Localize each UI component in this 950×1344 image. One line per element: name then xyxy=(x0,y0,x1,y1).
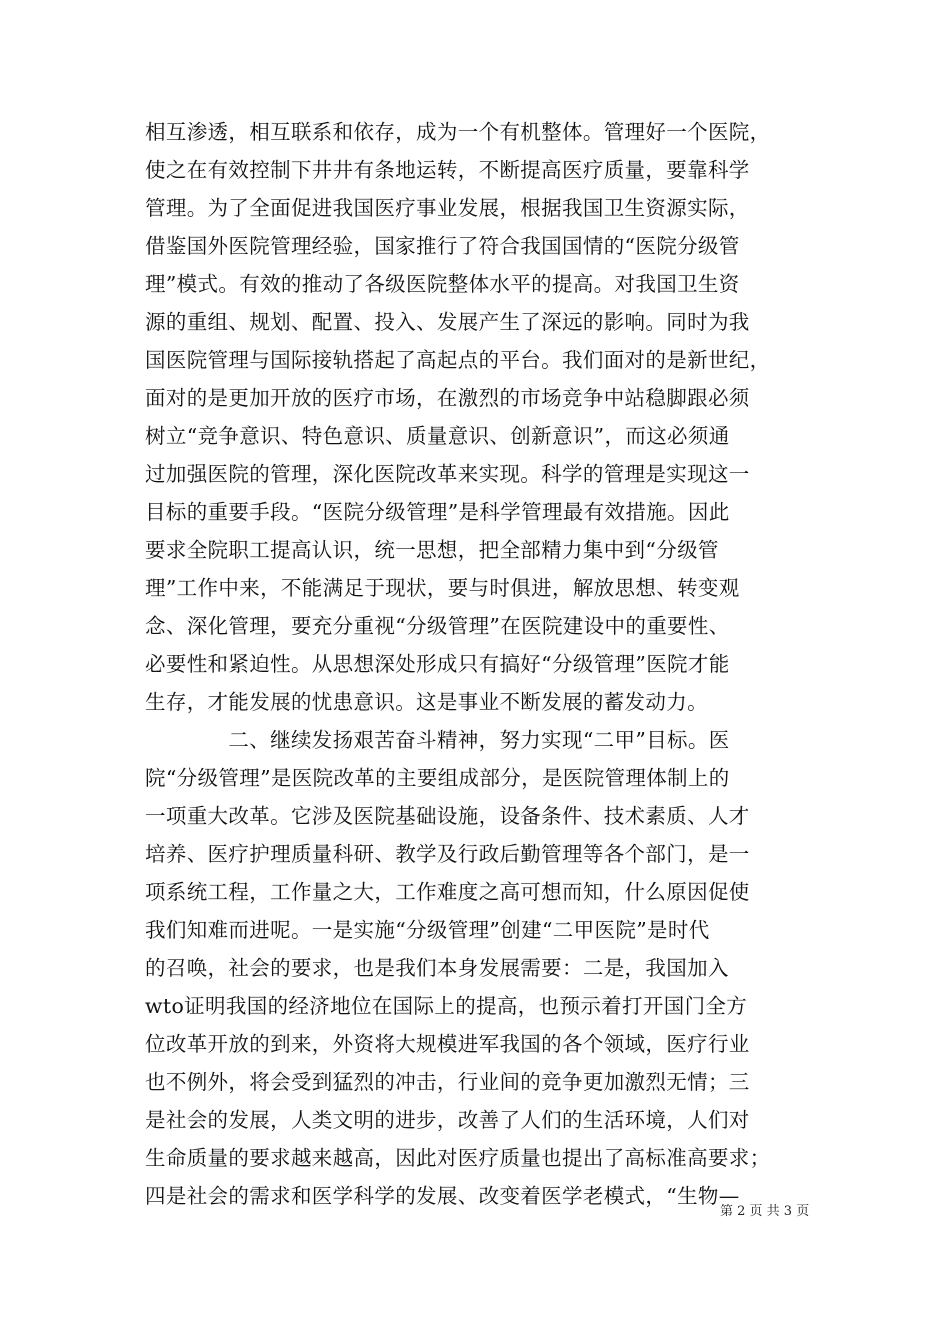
text-line: 管理。为了全面促进我国医疗事业发展，根据我国卫生资源实际， xyxy=(145,196,750,220)
text-line: 面对的是更加开放的医疗市场，在激烈的市场竞争中站稳脚跟必须 xyxy=(145,386,750,410)
text-line: 的召唤，社会的要求，也是我们本身发展需要：二是，我国加入 xyxy=(145,956,729,980)
text-line: 位改革开放的到来，外资将大规模进军我国的各个领域，医疗行业 xyxy=(145,1032,750,1056)
text-line: 一项重大改革。它涉及医院基础设施，设备条件、技术素质、人才 xyxy=(145,804,750,828)
section-heading-line: 二、继续发扬艰苦奋斗精神，努力实现“二甲”目标。医 xyxy=(145,728,730,752)
text-line: 目标的重要手段。“医院分级管理”是科学管理最有效措施。因此 xyxy=(145,500,730,524)
text-line: 生存，才能发展的忧患意识。这是事业不断发展的蓄发动力。 xyxy=(145,690,708,714)
text-line: 树立“竞争意识、特色意识、质量意识、创新意识”，而这必须通 xyxy=(145,424,730,448)
text-line: 理”工作中来，不能满足于现状，要与时俱进，解放思想、转变观 xyxy=(145,576,740,600)
text-line: 相互渗透，相互联系和依存，成为一个有机整体。管理好一个医院， xyxy=(145,120,771,144)
text-line: 项系统工程，工作量之大，工作难度之高可想而知，什么原因促使 xyxy=(145,880,750,904)
text-line: 国医院管理与国际接轨搭起了高起点的平台。我们面对的是新世纪， xyxy=(145,348,771,372)
text-line: 必要性和紧迫性。从思想深处形成只有搞好“分级管理”医院才能 xyxy=(145,652,730,676)
page-number-footer: 第 2 页 共 3 页 xyxy=(720,1204,810,1219)
text-line: 借鉴国外医院管理经验，国家推行了符合我国国情的“医院分级管 xyxy=(145,234,740,258)
text-line: 是社会的发展，人类文明的进步，改善了人们的生活环境，人们对 xyxy=(145,1108,750,1132)
text-line: 念、深化管理，要充分重视“分级管理”在医院建设中的重要性、 xyxy=(145,614,730,638)
text-line: 源的重组、规划、配置、投入、发展产生了深远的影响。同时为我 xyxy=(145,310,750,334)
text-line: 我们知难而进呢。一是实施“分级管理”创建“二甲医院”是时代 xyxy=(145,918,710,942)
text-line: 理”模式。有效的推动了各级医院整体水平的提高。对我国卫生资 xyxy=(145,272,740,296)
text-line: wto证明我国的经济地位在国际上的提高，也预示着打开国门全方 xyxy=(145,994,748,1018)
text-line: 四是社会的需求和医学科学的发展、改变着医学老模式，“生物— xyxy=(145,1184,740,1208)
text-line: 院“分级管理”是医院改革的主要组成部分，是医院管理体制上的 xyxy=(145,766,730,790)
text-line: 培养、医疗护理质量科研、教学及行政后勤管理等各个部门，是一 xyxy=(145,842,750,866)
text-line: 过加强医院的管理，深化医院改革来实现。科学的管理是实现这一 xyxy=(145,462,750,486)
text-line: 生命质量的要求越来越高，因此对医疗质量也提出了高标准高要求； xyxy=(145,1146,771,1170)
text-line: 使之在有效控制下井井有条地运转，不断提高医疗质量，要靠科学 xyxy=(145,158,750,182)
text-line: 也不例外，将会受到猛烈的冲击，行业间的竞争更加激烈无情；三 xyxy=(145,1070,750,1094)
text-line: 要求全院职工提高认识，统一思想，把全部精力集中到“分级管 xyxy=(145,538,719,562)
